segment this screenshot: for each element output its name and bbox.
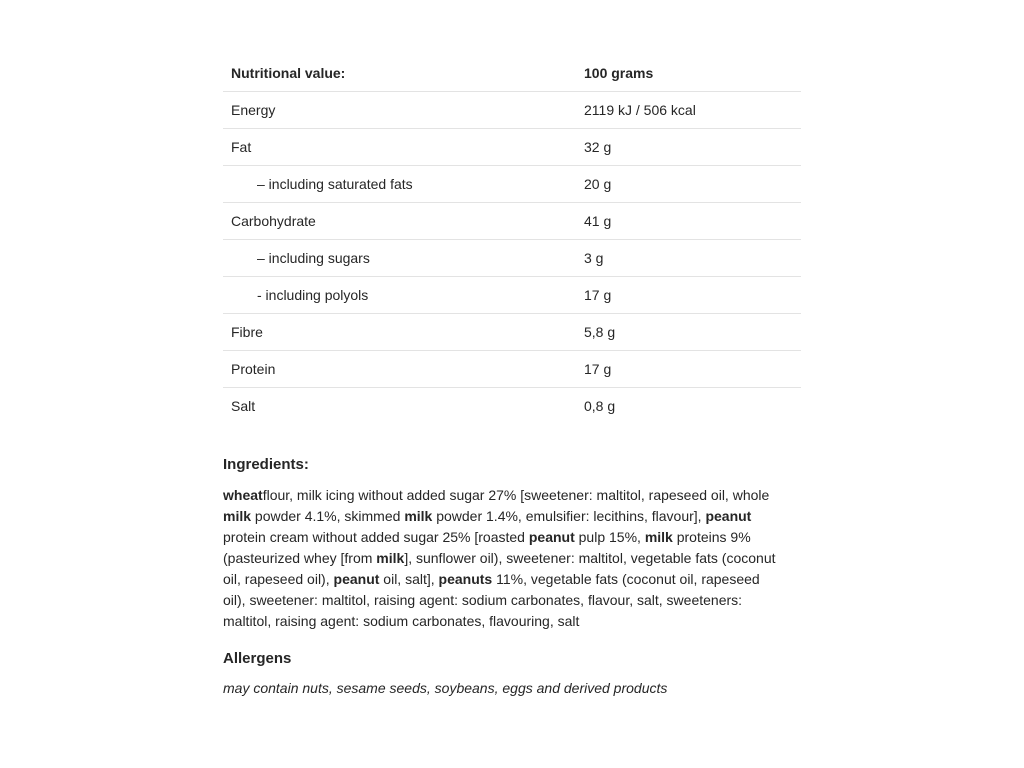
ingredient-text: oil, rapeseed oil), [223,571,334,587]
ingredient-text: pulp 15%, [574,529,645,545]
ingredients-line [223,590,813,611]
table-row [223,92,801,129]
nutrient-value: 17 g [584,351,801,388]
allergen-highlight: milk [644,529,673,545]
ingredient-text: (pasteurized whey [from [223,550,377,566]
ingredient-text: proteins 9% [672,529,751,545]
ingredients-line [223,548,813,569]
table-row [223,314,801,351]
table-row [223,351,801,388]
table-row [223,240,801,277]
ingredients-line [223,485,813,506]
ingredient-text: powder 1.4%, emulsifier: lecithins, flavour], [432,508,706,524]
allergen-highlight: milk [404,508,433,524]
ingredient-text: oil), sweetener: maltitol, raising agent: sodium carbonates, flavour, salt, sweeteners: [223,592,743,608]
header-value: 100 grams [584,55,801,92]
table-row [223,203,801,240]
nutrient-value: 3 g [584,240,801,277]
allergen-highlight: peanut [333,571,380,587]
ingredient-text: 11%, vegetable fats (coconut oil, rapeseed [492,571,760,587]
table-row [223,277,801,314]
ingredient-text: ], sunflower oil), sweetener: maltitol, vegetable fats (coconut [404,550,776,566]
table-row [223,166,801,203]
nutrient-label: Energy [223,92,584,129]
ingredients-line [223,611,813,632]
allergen-highlight: peanuts [438,571,493,587]
allergen-highlight: wheat [223,487,263,503]
nutrient-label: - including polyols [223,277,584,314]
ingredient-text: maltitol, raising agent: sodium carbonates, flavouring, salt [223,613,580,629]
table-row [223,388,801,425]
ingredients-line [223,506,813,527]
nutrient-value: 41 g [584,203,801,240]
nutrient-label: Fibre [223,314,584,351]
nutrient-value: 32 g [584,129,801,166]
ingredient-text: oil, salt], [379,571,439,587]
ingredient-text: protein cream without added sugar 25% [roasted [223,529,529,545]
nutrient-value: 2119 kJ / 506 kcal [584,92,801,129]
ingredients-text [223,485,813,632]
ingredients-line [223,569,813,590]
nutrient-value: 20 g [584,166,801,203]
nutrient-label: Salt [231,398,256,414]
allergen-highlight: peanut [705,508,752,524]
ingredient-text: powder 4.1%, skimmed [251,508,405,524]
allergens-text: may contain nuts, sesame seeds, soybeans, eggs and derived products [223,680,668,696]
allergen-highlight: peanut [528,529,575,545]
nutrient-label: Carbohydrate [223,203,584,240]
allergen-highlight: milk [223,508,252,524]
allergens-heading: Allergens [223,650,292,667]
nutrient-label: – including saturated fats [223,166,584,203]
nutrition-table [223,55,801,424]
ingredients-line [223,527,813,548]
nutrient-value: 5,8 g [584,314,801,351]
table-header-row [223,55,801,92]
ingredient-text: flour, milk icing without added sugar 27% [sweetener: maltitol, rapeseed oil, whole [262,487,770,503]
nutrient-label: Protein [223,351,584,388]
nutrient-label: – including sugars [223,240,584,277]
nutrient-value: 17 g [584,277,801,314]
header-label: Nutritional value: [223,55,584,92]
allergen-highlight: milk [376,550,405,566]
nutrient-value: 0,8 g [584,398,616,414]
ingredients-heading: Ingredients: [223,456,309,473]
table-row [223,129,801,166]
nutrient-label: Fat [223,129,584,166]
nutrition-table-container [223,55,801,424]
